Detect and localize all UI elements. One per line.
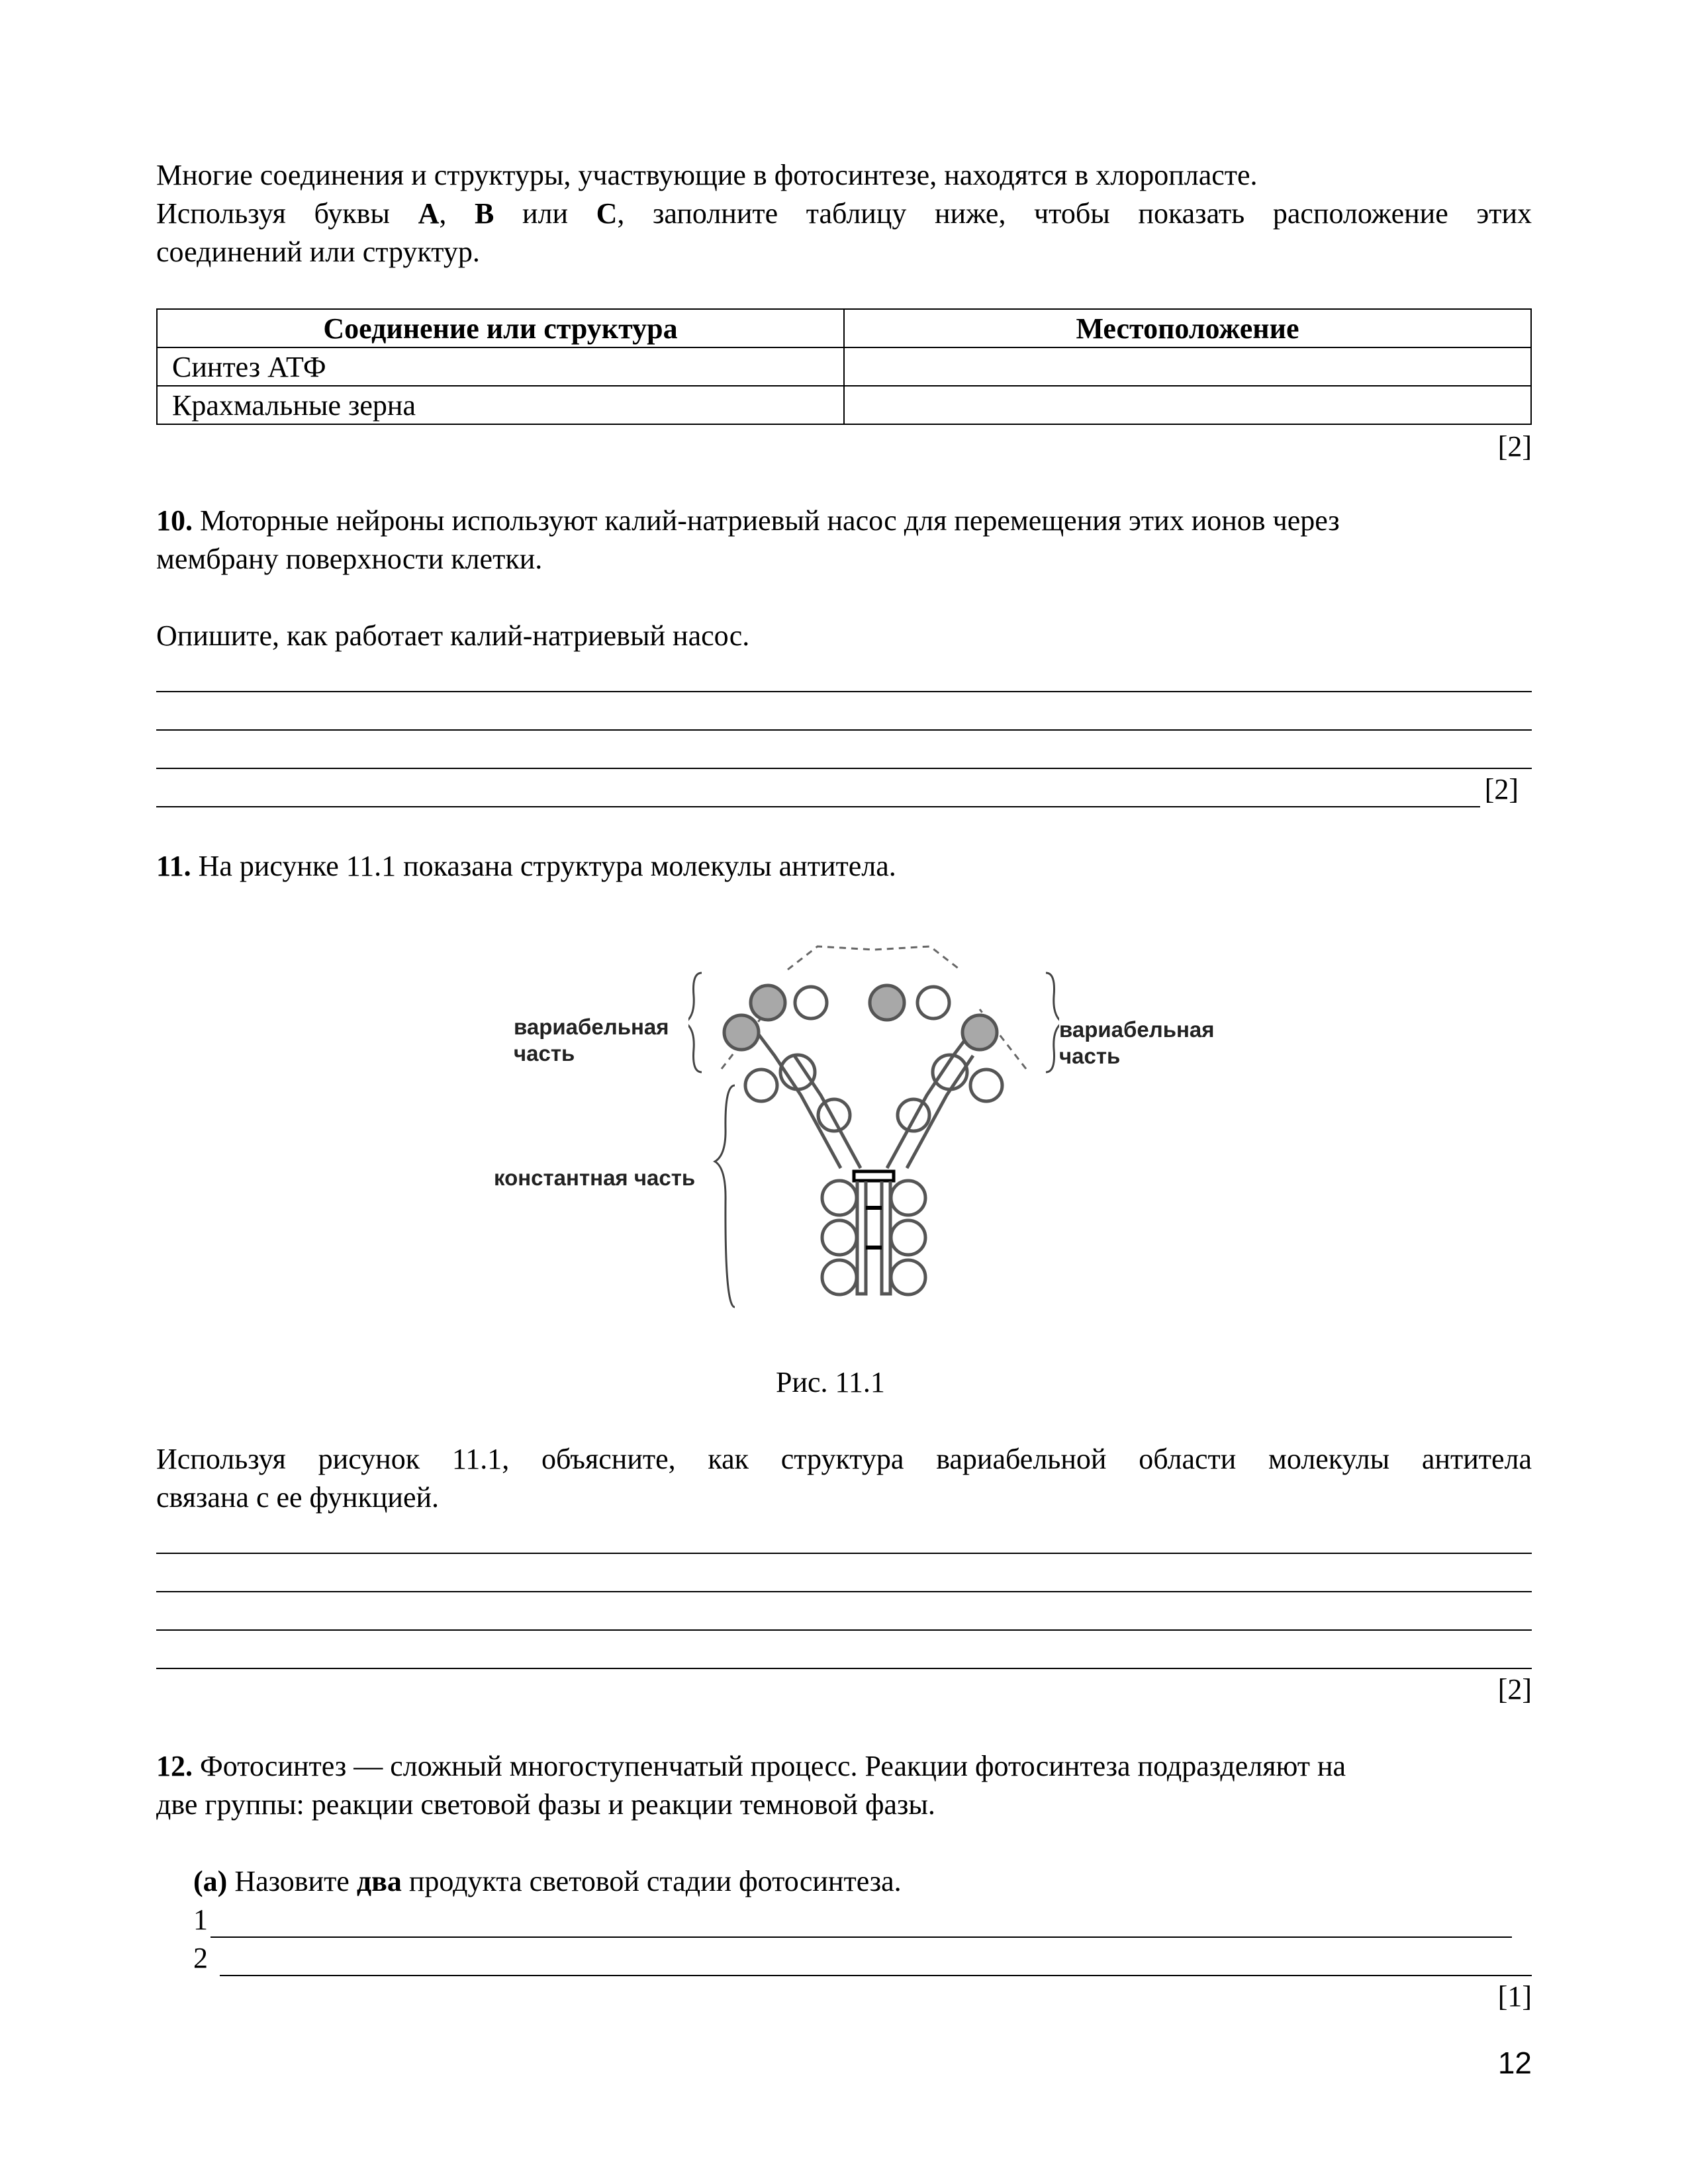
q11-line-1 [156,847,896,886]
table-row [157,347,1531,386]
q12a-text: продукта световой стадии фотосинтеза. [401,1865,902,1897]
q11-text: На рисунке 11.1 показана структура молекулы антитела. [198,850,896,882]
answer-line[interactable] [156,1591,1532,1592]
table-cell: Крахмальные зерна [157,386,844,424]
label-variable-right-2: часть [1059,1044,1121,1068]
figure-caption: Рис. 11.1 [776,1366,885,1398]
letter-b: B [474,197,494,230]
q11-prompt-line-1: Используя рисунок 11.1, объясните, как структура вариабельной области молекулы антитела [156,1443,1532,1475]
page-number: 12 [1497,2046,1532,2080]
answer-line[interactable] [211,1936,1512,1938]
table-header-row [157,309,1531,347]
q10-line-1 [156,502,1340,540]
answer-line[interactable] [220,1975,1532,1976]
letter-a: A [418,197,440,230]
answer-number: 1 [193,1903,208,1936]
question-number: 11. [156,850,191,882]
question-number: 12. [156,1750,193,1782]
mark-q9: [2] [1497,430,1532,463]
part-label: (a) [193,1865,228,1897]
q12-line-2: две группы: реакции световой фазы и реакции темновой фазы. [156,1788,935,1821]
q12-line-1 [156,1747,1346,1786]
right-brace-variable [1046,973,1059,1072]
q10-prompt: Опишите, как работает калий-натриевый насос. [156,619,750,652]
answer-number: 2 [193,1942,208,1974]
letter-c: C [596,197,618,230]
constant-brace [715,1085,735,1307]
answer-line[interactable] [156,1668,1532,1669]
answer-line[interactable] [156,729,1532,731]
left-arm [724,985,861,1168]
mark-q12: [1] [1497,1980,1532,2013]
q12-text: Фотосинтез — сложный многоступенчатый процесс. Реакции фотосинтеза подразделяют на [200,1750,1346,1782]
intro-line-1: Многие соединения и структуры, участвующие в фотосинтезе, находятся в хлоропласте. [156,159,1258,191]
table-header: Местоположение [844,309,1531,347]
answer-line[interactable] [156,691,1532,692]
answer-cell[interactable] [844,386,1531,424]
label-constant: константная часть [494,1165,696,1190]
intro-text: , заполните таблицу ниже, чтобы показать расположение этих [617,197,1532,230]
table-cell: Синтез АТФ [157,347,844,386]
q11-prompt-line-2: связана с ее функцией. [156,1481,440,1514]
antibody-figure [688,923,1059,1320]
q12a-text: Назовите [234,1865,357,1897]
q10-text: Моторные нейроны используют калий-натриевый насос для перемещения этих ионов через [200,504,1340,537]
answer-line[interactable] [156,806,1480,807]
table-header: Соединение или структура [157,309,844,347]
mark-q11: [2] [1497,1673,1532,1706]
intro-line-3: соединений или структур. [156,236,480,268]
answer-line[interactable] [156,1553,1532,1554]
answer-line[interactable] [156,768,1532,769]
intro-text: или [494,197,596,230]
answer-cell[interactable] [844,347,1531,386]
table-row [157,386,1531,424]
hinge-bonds [854,1171,894,1181]
q12a-bold: два [356,1865,402,1897]
mark-q10: [2] [1484,773,1519,805]
question-number: 10. [156,504,193,537]
label-variable-left-2: часть [514,1041,575,1066]
answer-line[interactable] [156,1629,1532,1631]
q12a-prompt [193,1862,902,1901]
label-variable-left-1: вариабельная [514,1015,669,1039]
disulfide-bonds [866,1208,882,1248]
intro-text: , [439,197,475,230]
q10-line-2: мембрану поверхности клетки. [156,543,543,575]
intro-line-2 [156,195,1532,233]
right-arm [870,985,1002,1168]
constant-stem [822,1181,925,1295]
label-variable-right-1: вариабельная [1059,1017,1215,1042]
intro-text: Используя буквы [156,197,418,230]
left-brace-variable [688,973,702,1072]
location-table [156,308,1532,425]
